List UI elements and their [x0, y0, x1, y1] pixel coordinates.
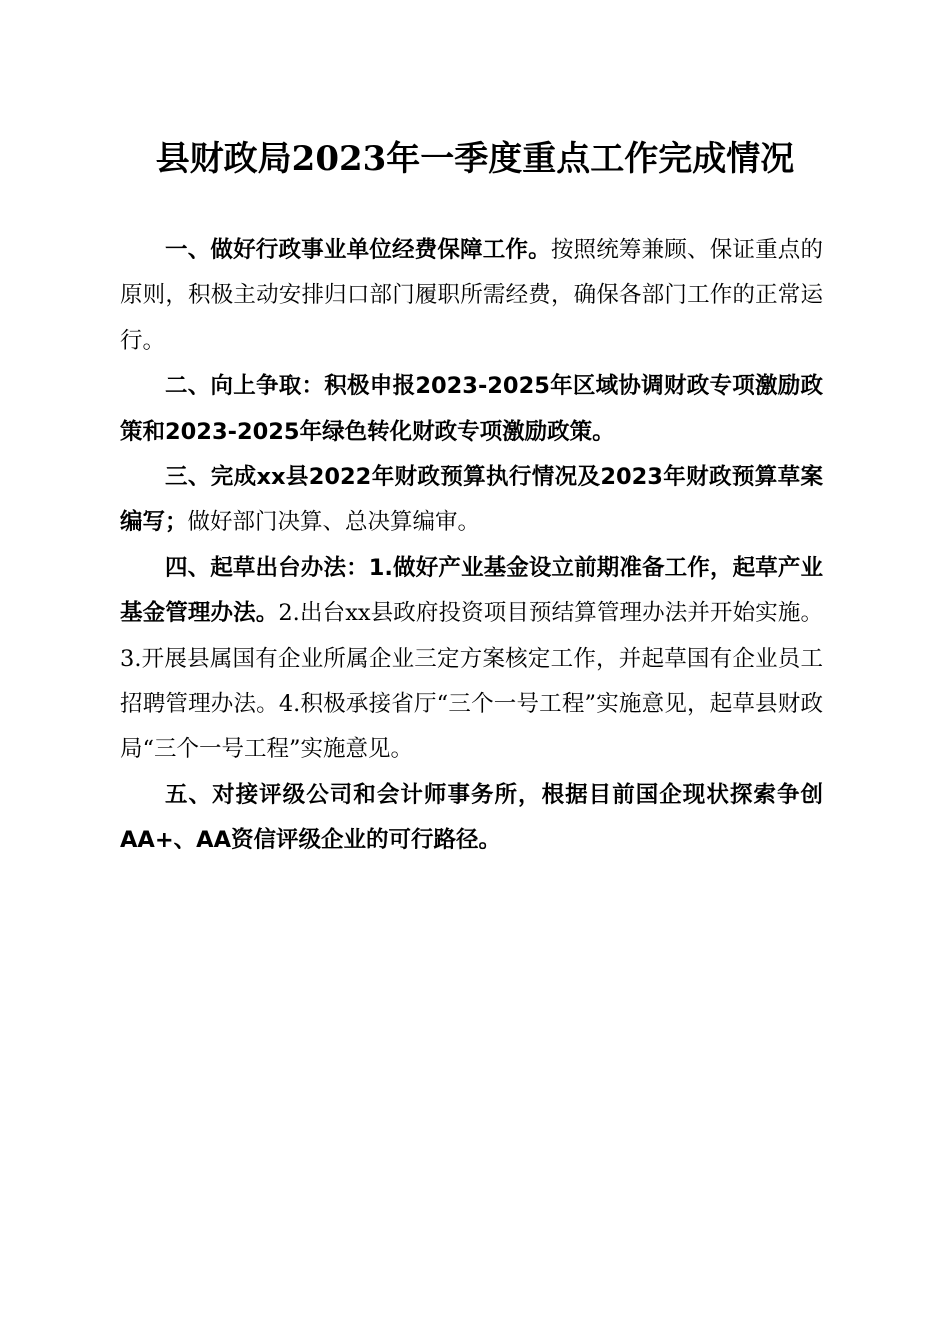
paragraph-2-lead: 二、向上争取： [165, 373, 325, 400]
paragraph-1-lead: 一、做好行政事业单位经费保障工作。 [165, 237, 551, 263]
paragraph-3-body: 做好部门决算、总决算编审。 [187, 509, 481, 536]
paragraph-4 [120, 546, 823, 773]
paragraph-4-body: 2.出台xx县政府投资项目预结算管理办法并开始实施。3.开展县属国有企业所属企业三定方案核定工作，并起草国有企业员工招聘管理办法。4.积极承接省厅“三个一号工程”实施意见，起草县财政局“三个一号工程”实施意见。 [120, 600, 823, 763]
paragraph-3 [120, 455, 823, 546]
paragraph-5: 五、对接评级公司和会计师事务所，根据目前国企现状探索争创AA+、AA资信评级企业的可行路径。 [120, 781, 823, 854]
paragraph-1 [120, 228, 823, 364]
paragraph-2-body: 积极申报2023-2025年区域协调财政专项激励政策和2023-2025年绿色转化财政专项激励政策。 [120, 373, 823, 445]
paragraph-3-lead: 三、完成xx县2022年财政预算执行情况及2023年财政预算草案编写； [120, 464, 823, 536]
paragraph-2 [120, 364, 823, 455]
paragraph-1-body: 按照统筹兼顾、保证重点的原则，积极主动安排归口部门履职所需经费，确保各部门工作的正常运行。 [120, 237, 823, 354]
document-title: 县财政局2023年一季度重点工作完成情况 [155, 139, 795, 179]
document-body [120, 228, 823, 864]
paragraph-4-lead: 四、起草出台办法：1.做好产业基金设立前期准备工作，起草产业基金管理办法。 [120, 554, 823, 627]
